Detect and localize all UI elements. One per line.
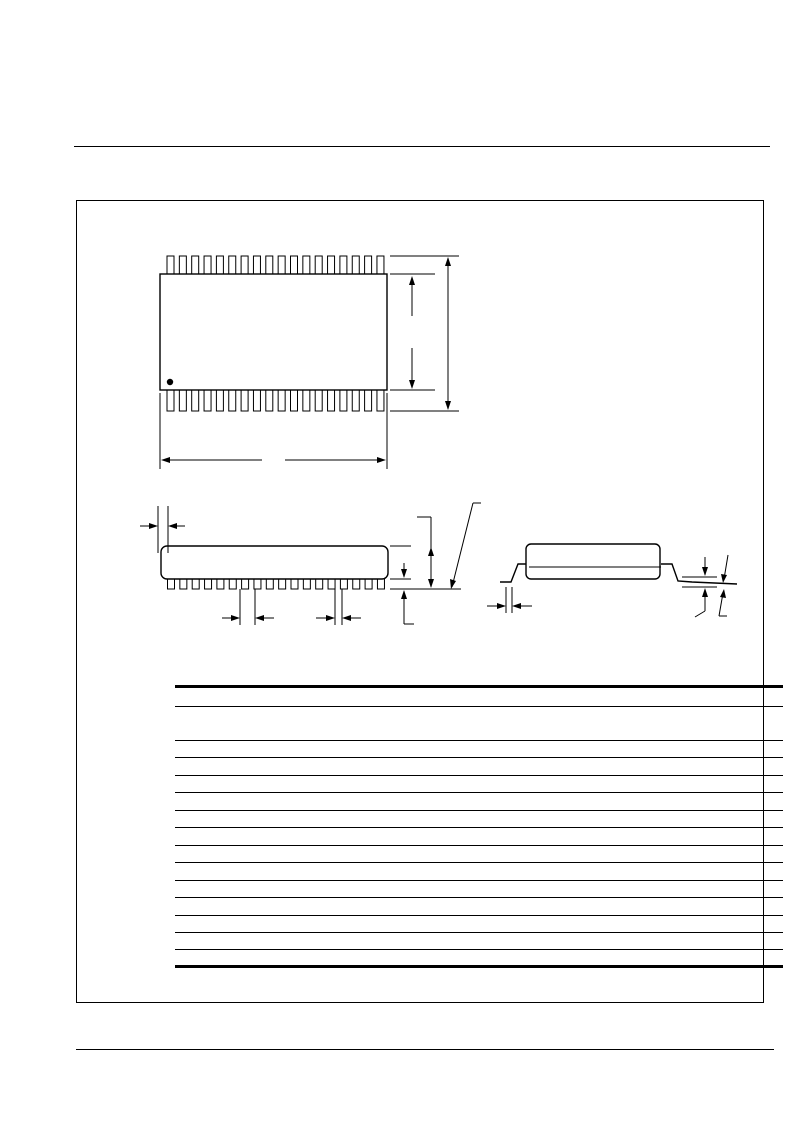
lead-lower [352, 390, 359, 411]
dim-lead-thickness-arrow [719, 555, 728, 616]
lead-lower [253, 390, 260, 411]
lead-lower [204, 390, 211, 411]
lead-lower [340, 390, 347, 411]
top-view-body [160, 274, 387, 390]
top-leads-lower [167, 390, 384, 411]
table-row-rule [175, 897, 783, 898]
lead-upper [253, 256, 260, 274]
end-view-lead-left [500, 564, 529, 582]
table-row-rule [175, 740, 783, 741]
table-row-rule [175, 845, 783, 846]
table-top-rule [175, 685, 783, 688]
table-row-rule [175, 827, 783, 828]
lead-upper [303, 256, 310, 274]
table-row-rule [175, 862, 783, 863]
lead-lower [167, 390, 174, 411]
lead-upper [328, 256, 335, 274]
lead-lower [278, 390, 285, 411]
lead-upper [315, 256, 322, 274]
lead-lower [241, 390, 248, 411]
footer-rule [76, 1049, 774, 1050]
dim-pitch-arrow [222, 589, 274, 625]
end-view [487, 544, 737, 617]
table-bottom-rule [175, 965, 783, 968]
side-view [140, 503, 481, 625]
lead-lower [266, 390, 273, 411]
lead-lower [179, 390, 186, 411]
dim-lead-width-arrow [316, 589, 361, 625]
table-row-rule [175, 757, 783, 758]
package-drawing [77, 201, 765, 1004]
lead-upper [266, 256, 273, 274]
header-rule [74, 146, 770, 147]
lead-lower [377, 390, 384, 411]
pin1-dot-icon [167, 379, 173, 385]
lead-lower [315, 390, 322, 411]
dim-foot-length-arrow [487, 587, 532, 613]
lead-lower [291, 390, 298, 411]
lead-upper [278, 256, 285, 274]
dim-height-arrow [390, 517, 461, 624]
seating-plane-leader [450, 503, 481, 589]
lead-upper [377, 256, 384, 274]
lead-upper [291, 256, 298, 274]
dim-overall-width-arrow [390, 256, 459, 411]
lead-lower [303, 390, 310, 411]
table-row-rule [175, 932, 783, 933]
table-row-rule [175, 775, 783, 776]
top-leads-upper [167, 256, 384, 274]
lead-lower [365, 390, 372, 411]
lead-lower [216, 390, 223, 411]
lead-upper [241, 256, 248, 274]
dim-body-width-arrow [390, 274, 435, 390]
lead-upper [179, 256, 186, 274]
lead-upper [365, 256, 372, 274]
top-view [160, 256, 459, 469]
lead-upper [192, 256, 199, 274]
lead-upper [352, 256, 359, 274]
side-view-body [161, 546, 388, 579]
table-row-rule [175, 949, 783, 950]
table-row-rule [175, 810, 783, 811]
lead-lower [192, 390, 199, 411]
lead-upper [340, 256, 347, 274]
lead-lower [328, 390, 335, 411]
table-row-rule [175, 880, 783, 881]
table-row-rule [175, 792, 783, 793]
lead-upper [204, 256, 211, 274]
lead-upper [216, 256, 223, 274]
lead-lower [229, 390, 236, 411]
end-view-body [526, 544, 660, 579]
lead-upper [229, 256, 236, 274]
lead-upper [167, 256, 174, 274]
table-row-rule [175, 915, 783, 916]
dim-standoff-arrow [682, 557, 717, 617]
package-outline-frame [76, 200, 764, 1003]
table-header-rule [175, 706, 783, 707]
